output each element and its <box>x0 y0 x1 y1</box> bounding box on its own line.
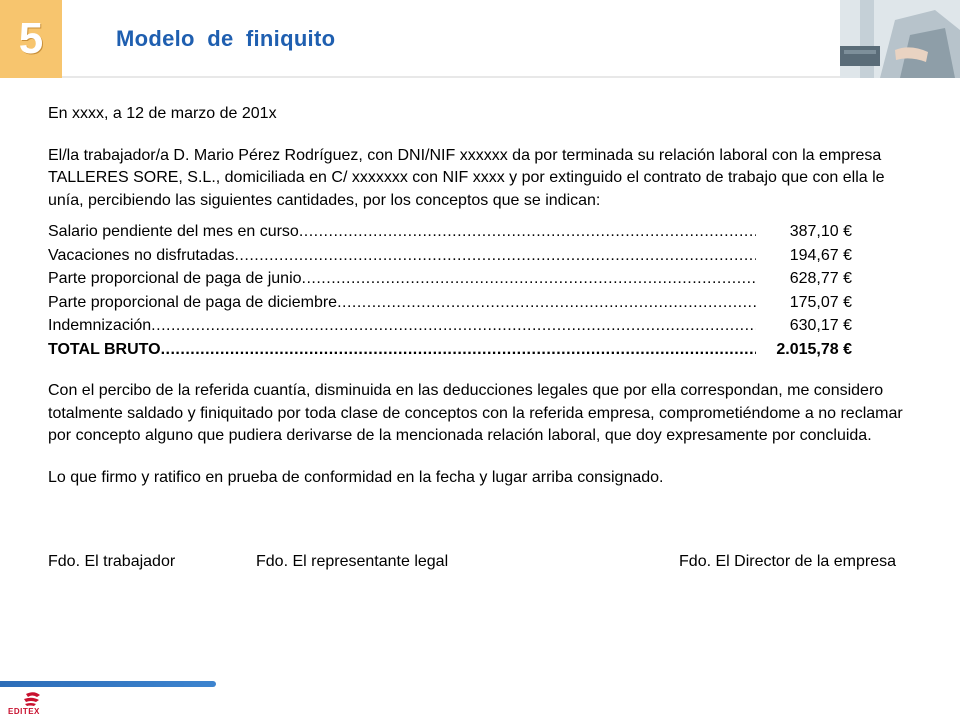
item-label: Parte proporcional de paga de diciembre <box>48 293 338 311</box>
total-label: TOTAL BRUTO <box>48 340 161 358</box>
intro-paragraph: El/la trabajador/a D. Mario Pérez Rodríguez, con DNI/NIF xxxxxx da por terminada su relación laboral con la empresa TALLERES SORE, S.L., domiciliada en C/ xxxxxxx con NIF xxxx y por extinguido el contrato de trabajo que con ella le unía, percibiendo las siguientes cantidades, por los conceptos que se indican: <box>48 146 885 209</box>
editex-logo-text: EDITEX <box>8 707 40 716</box>
item-label: Indemnización <box>48 317 152 334</box>
dot-leader <box>302 267 756 291</box>
item-row <box>48 314 908 338</box>
dot-leader <box>151 314 756 338</box>
item-row <box>48 244 908 268</box>
dot-leader <box>234 244 756 268</box>
item-amount: 175,07 € <box>789 293 852 311</box>
settlement-document <box>48 103 908 574</box>
header-divider <box>62 76 840 78</box>
dot-leader <box>337 291 756 315</box>
item-amount: 628,77 € <box>789 270 852 287</box>
dot-leader <box>299 220 756 244</box>
item-row <box>48 220 908 244</box>
item-label: Parte proporcional de paga de junio <box>48 270 302 287</box>
total-amount: 2.015,78 € <box>776 340 852 358</box>
dot-leader <box>161 338 756 362</box>
signature-director: Fdo. El Director de la empresa <box>679 553 896 570</box>
closing-paragraph: Con el percibo de la referida cuantía, disminuida en las deducciones legales que por ella correspondan, me considero totalmente saldado y finiquitado por toda clase de conceptos con la referida empresa, comprometiéndome a no reclamar por concepto alguno que pudiera derivarse de la mencionada relación laboral, que doy expresamente por concluida. <box>48 382 903 444</box>
ratify-statement: Lo que firmo y ratifico en prueba de conformidad en la fecha y lugar arriba consignado. <box>48 468 664 486</box>
item-label: Salario pendiente del mes en curso <box>48 223 299 240</box>
page-title: Modelo de finiquito <box>116 26 336 51</box>
page-header <box>0 0 960 78</box>
signature-legal-rep: Fdo. El representante legal <box>256 553 449 570</box>
item-row <box>48 267 908 291</box>
item-label: Vacaciones no disfrutadas <box>48 246 235 264</box>
item-amount: 387,10 € <box>789 223 852 240</box>
item-amount: 194,67 € <box>789 246 852 264</box>
signature-row <box>48 551 908 574</box>
signature-worker: Fdo. El trabajador <box>48 553 176 570</box>
item-amount: 630,17 € <box>789 317 852 334</box>
place-date: En xxxx, a 12 de marzo de 201x <box>48 105 277 122</box>
chapter-badge: 5 <box>0 0 62 78</box>
header-photo <box>840 0 960 78</box>
total-row <box>48 338 908 362</box>
item-row <box>48 291 908 315</box>
footer-bar <box>0 681 216 687</box>
